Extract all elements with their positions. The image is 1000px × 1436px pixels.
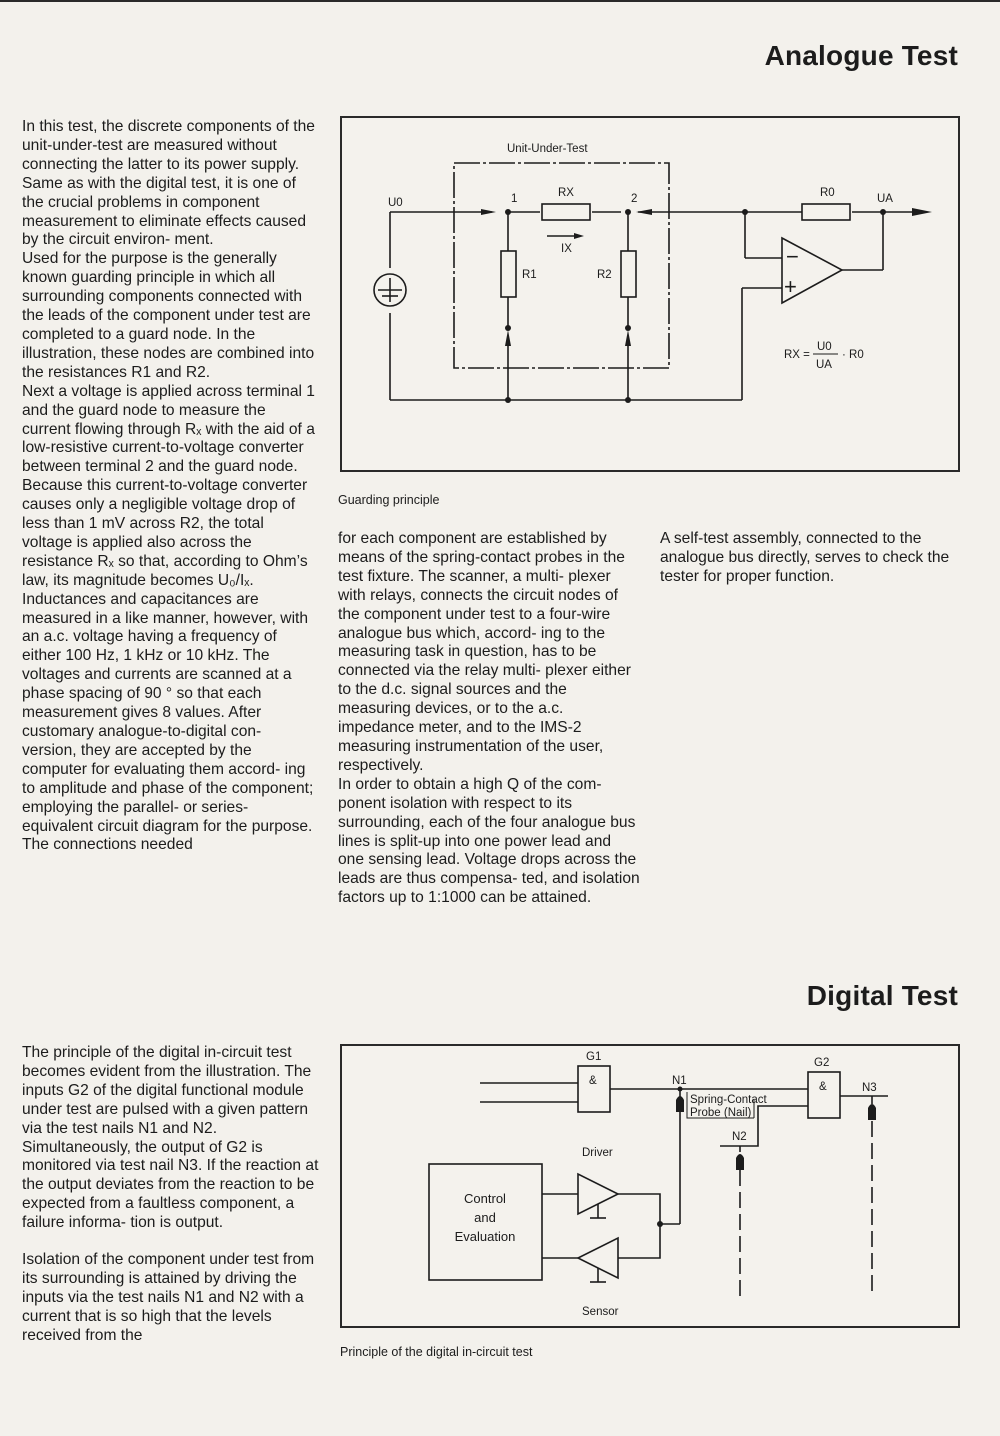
digital-circuit-diagram (342, 1046, 958, 1326)
probe-label-line-2: Probe (Nail) (690, 1107, 752, 1119)
control-label-line-2: and (474, 1210, 496, 1225)
control-label-line-3: Evaluation (454, 1229, 516, 1244)
resistor-r0 (802, 204, 850, 220)
paragraph: A self-test assembly, connected to the analogue bus directly, serves to check the tester for proper function. (660, 530, 950, 585)
digital-column-1 (22, 1044, 322, 1346)
analogue-column-2 (338, 530, 640, 908)
r1-label: R1 (522, 269, 537, 281)
driver-label: Driver (582, 1147, 613, 1159)
terminal-2-label: 2 (631, 193, 638, 205)
probe-label-line-1: Spring-Contact (690, 1094, 767, 1106)
paragraph: In this test, the discrete components of the unit-under-test are measured without connecting the latter to its power supply. Same as with the digital test, it is one of the crucial problems in component measurement to eliminate effects caused by the circuit environ- ment. (22, 118, 315, 249)
formula-denominator: UA (816, 359, 832, 371)
guarding-circuit-diagram (342, 118, 958, 470)
g2-label: G2 (814, 1057, 830, 1069)
op-amp-minus: − (786, 244, 799, 269)
resistor-rx (542, 204, 590, 220)
guarding-principle-caption: Guarding principle (338, 493, 440, 507)
control-label-line-1: Control (464, 1191, 506, 1206)
n2-label: N2 (732, 1131, 747, 1143)
paragraph: Isolation of the component under test from its surrounding is attained by driving the inputs via the test nails N1 and N2 with a current that is so high that the levels received from the (22, 1251, 315, 1344)
analogue-test-heading: Analogue Test (764, 40, 958, 71)
n3-label: N3 (862, 1082, 877, 1094)
paragraph: Because this current-to-voltage converter causes only a negligible voltage drop of less than 1 mV across R2, the total voltage is applied also across the resistance Rₓ so that, according to Ohm’s law, its magnitude becomes U₀/Iₓ. (22, 477, 308, 589)
digital-in-circuit-test-figure (340, 1044, 960, 1328)
u0-label: U0 (388, 197, 403, 209)
ix-label: IX (561, 243, 572, 255)
gate-g1 (578, 1066, 610, 1112)
guarding-principle-figure (340, 116, 960, 472)
analogue-column-1 (22, 118, 318, 855)
formula-lhs: RX = (784, 349, 810, 361)
top-rule (0, 0, 1000, 2)
analogue-column-3 (660, 530, 960, 587)
g1-label: G1 (586, 1051, 602, 1063)
resistor-r2 (621, 251, 636, 297)
digital-test-heading: Digital Test (806, 980, 958, 1011)
ua-label: UA (877, 193, 893, 205)
r0-label: R0 (820, 187, 835, 199)
paragraph: In order to obtain a high Q of the com- ponent isolation with respect to its surrounding, each of the four analogue bus lines is split-up into one power lead and one sensing lead. Voltage drops across the leads are thus compensa- ted, and isolation factors up to 1:1000 can be attained. (338, 775, 640, 907)
paragraph: Next a voltage is applied across terminal 1 and the guard node to measure the current flowing through Rₓ with the aid of a low-resistive current-to-voltage converter between terminal 2 and the guard node. (22, 382, 315, 476)
formula-rhs: · R0 (842, 349, 864, 361)
resistor-r1 (501, 251, 516, 297)
n1-label: N1 (672, 1075, 687, 1087)
sensor-label: Sensor (582, 1306, 619, 1318)
r2-label: R2 (597, 269, 612, 281)
g2-and-symbol: & (819, 1081, 827, 1093)
paragraph: Inductances and capacitances are measured in a like manner, however, with an a.c. voltage having a frequency of either 100 Hz, 1 kHz or 10 kHz. The voltages and currents are scanned at a phase spacing of 90 ° so that each measurement gives 8 values. After customary analogue-to-digital con- version, they are accepted by the computer for evaluating them accord- ing to amplitude and phase of the component; employing the parallel- or series-equivalent circuit diagram for the purpose. The connections needed (22, 590, 314, 854)
gate-g2 (808, 1072, 840, 1118)
rx-label: RX (558, 187, 574, 199)
unit-under-test-label: Unit-Under-Test (507, 143, 588, 155)
terminal-1-label: 1 (511, 193, 518, 205)
digital-test-caption: Principle of the digital in-circuit test (340, 1345, 533, 1359)
g1-and-symbol: & (589, 1075, 597, 1087)
paragraph: The principle of the digital in-circuit test becomes evident from the illustration. The inputs G2 of the digital functional module under test are pulsed with a given pattern via the test nails N1 and N2. Simultaneously, the output of G2 is monitored via test nail N3. If the reaction at the output deviates from the reaction to be expected from a faultless component, a failure informa- tion is output. (22, 1044, 319, 1232)
formula-numerator: U0 (817, 341, 832, 353)
paragraph: Used for the purpose is the generally known guarding principle in which all surrounding components connected with the leads of the component under test are completed to a guard node. In the illustration, these nodes are combined into the resistances R1 and R2. (22, 250, 315, 381)
op-amp-plus: + (784, 274, 797, 299)
paragraph: for each component are established by means of the spring-contact probes in the test fixture. The scanner, a multi- plexer with relays, connects the circuit nodes of the component under test to a four-wire analogue bus which, accord- ing to the measuring task in question, has to be connected via the relay multi- plexer either to the d.c. signal sources and the measuring devices, or to the a.c. impedance meter, and to the IMS-2 measuring instrumentation of the user, respectively. (338, 530, 631, 774)
